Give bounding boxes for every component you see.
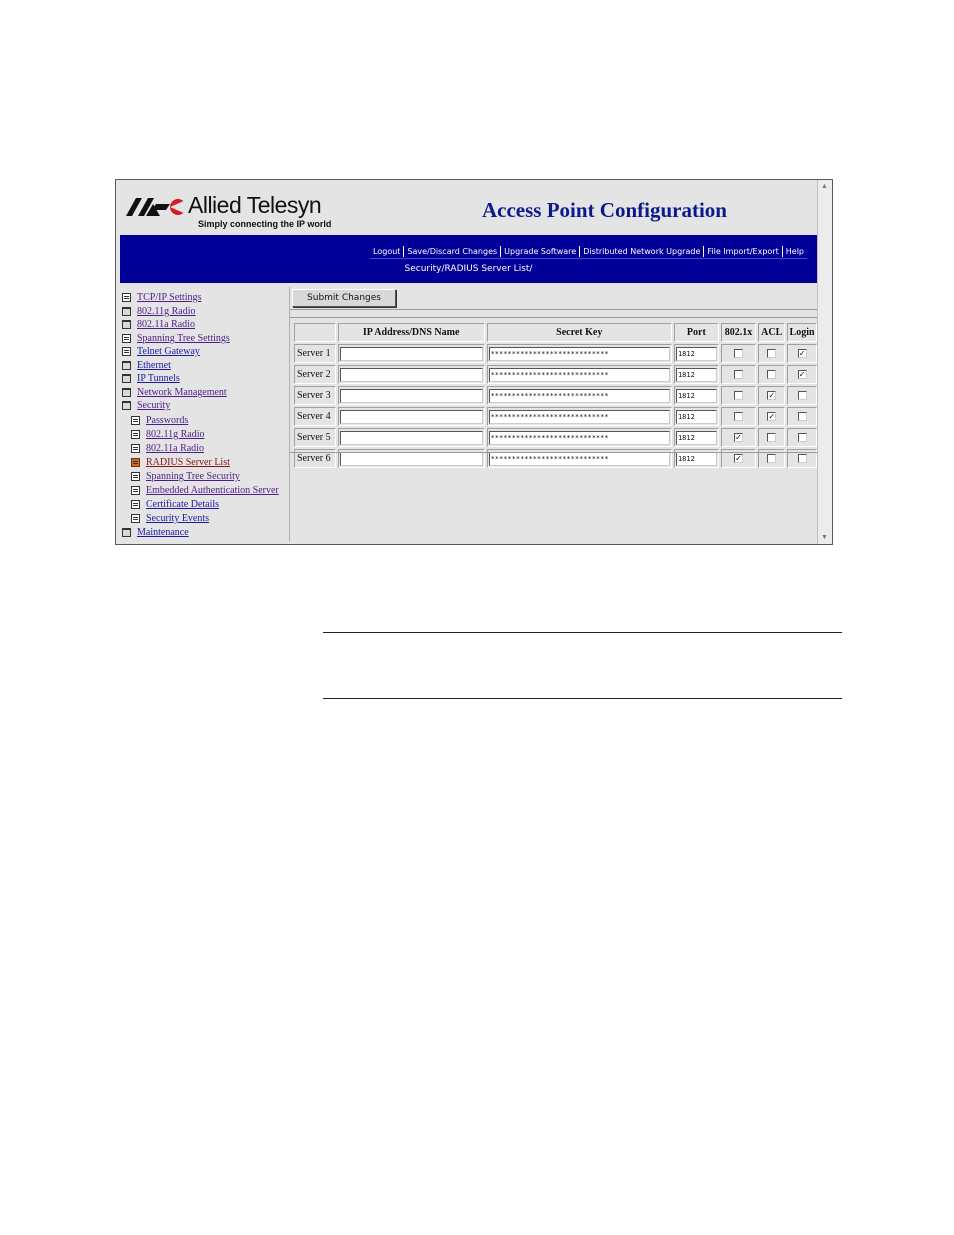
sidebar-item-security-80211a-radio[interactable]: 802.11a Radio [131, 442, 204, 455]
table-row [294, 344, 817, 363]
sidebar-item-maintenance[interactable]: Maintenance [122, 526, 189, 539]
key-cell [487, 344, 672, 363]
folder-icon [122, 388, 131, 397]
key-cell [487, 407, 672, 426]
port-cell [674, 344, 719, 363]
folder-icon [122, 320, 131, 329]
logo-tagline: Simply connecting the IP world [198, 219, 332, 229]
key-cell [487, 365, 672, 384]
column-header-secret-key: Secret Key [487, 323, 672, 342]
document-icon [131, 444, 140, 453]
table-header-row [294, 323, 817, 342]
ip-address-input[interactable] [340, 347, 483, 361]
key-cell [487, 428, 672, 447]
sidebar-item-spanning-tree-settings[interactable]: Spanning Tree Settings [122, 332, 230, 345]
ip-address-input[interactable] [340, 431, 483, 445]
table-row [294, 428, 817, 447]
port-input[interactable]: 1812 [676, 389, 717, 403]
dot1x-cell [721, 428, 757, 447]
ip-address-input[interactable] [340, 410, 483, 424]
acl-checkbox[interactable] [767, 349, 776, 358]
key-cell [487, 386, 672, 405]
column-header-ip: IP Address/DNS Name [338, 323, 485, 342]
login-checkbox[interactable]: ✓ [798, 370, 806, 379]
ip-cell [338, 407, 485, 426]
document-icon [131, 416, 140, 425]
breadcrumb: Security/RADIUS Server List/ [404, 264, 533, 274]
radius-server-table [292, 321, 819, 470]
server-label: Server 1 [294, 344, 336, 363]
port-cell [674, 365, 719, 384]
document-icon [122, 293, 131, 302]
submit-changes-button[interactable]: Submit Changes [292, 289, 396, 307]
sidebar-item-security-80211g-radio[interactable]: 802.11g Radio [131, 428, 205, 441]
screenshot-frame [115, 179, 833, 545]
login-checkbox[interactable] [798, 391, 807, 400]
ip-cell [338, 428, 485, 447]
document-icon [131, 514, 140, 523]
sidebar-item-passwords[interactable]: Passwords [131, 414, 188, 427]
document-icon [131, 500, 140, 509]
dot1x-checkbox[interactable]: ✓ [735, 454, 742, 463]
ip-cell [338, 386, 485, 405]
help-link[interactable]: Help [782, 246, 807, 257]
nav-links [370, 244, 807, 259]
folder-icon [122, 307, 131, 316]
logout-link[interactable]: Logout [373, 246, 401, 256]
secret-key-input[interactable]: **************************** [489, 347, 670, 361]
secret-key-input[interactable]: **************************** [489, 431, 670, 445]
scroll-down-icon[interactable]: ▼ [821, 534, 828, 541]
sidebar-item-tcpip-settings[interactable]: TCP/IP Settings [122, 291, 201, 304]
server-label: Server 4 [294, 407, 336, 426]
sidebar-item-spanning-tree-security[interactable]: Spanning Tree Security [131, 470, 240, 483]
login-checkbox[interactable]: ✓ [798, 349, 806, 358]
table-row [294, 386, 817, 405]
document-icon [131, 430, 140, 439]
column-header-acl: ACL [758, 323, 785, 342]
page-title: Access Point Configuration [482, 198, 727, 222]
logo-brand-text: Allied Telesyn [188, 192, 322, 218]
sidebar-item-80211a-radio[interactable]: 802.11a Radio [122, 318, 195, 331]
nav-bar [120, 235, 817, 283]
acl-checkbox[interactable] [767, 433, 776, 442]
port-input[interactable]: 1812 [676, 368, 717, 382]
sidebar-item-certificate-details[interactable]: Certificate Details [131, 498, 219, 511]
login-checkbox[interactable] [798, 454, 807, 463]
server-label: Server 2 [294, 365, 336, 384]
dot1x-cell [721, 386, 757, 405]
vertical-scrollbar[interactable] [817, 180, 832, 544]
secret-key-input[interactable]: **************************** [489, 368, 670, 382]
ip-cell [338, 344, 485, 363]
sidebar-item-network-management[interactable]: Network Management [122, 386, 227, 399]
server-label: Server 6 [294, 449, 336, 468]
divider [290, 452, 818, 453]
open-folder-icon [122, 401, 131, 410]
sidebar-item-ethernet[interactable]: Ethernet [122, 359, 171, 372]
sidebar-item-80211g-radio[interactable]: 802.11g Radio [122, 305, 196, 318]
server-label: Server 5 [294, 428, 336, 447]
acl-checkbox[interactable] [767, 370, 776, 379]
folder-icon [122, 528, 131, 537]
dot1x-checkbox[interactable]: ✓ [735, 433, 742, 442]
dot1x-cell [721, 407, 757, 426]
sidebar-item-ip-tunnels[interactable]: IP Tunnels [122, 372, 180, 385]
sidebar-item-telnet-gateway[interactable]: Telnet Gateway [122, 345, 200, 358]
ip-address-input[interactable] [340, 368, 483, 382]
login-cell [787, 428, 817, 447]
dot1x-checkbox[interactable] [734, 370, 743, 379]
table-row [294, 407, 817, 426]
port-cell [674, 407, 719, 426]
port-input[interactable]: 1812 [676, 347, 717, 361]
distributed-network-upgrade-link[interactable]: Distributed Network Upgrade [579, 246, 703, 257]
table-row [294, 365, 817, 384]
acl-cell [758, 407, 785, 426]
folder-icon [122, 361, 131, 370]
acl-checkbox[interactable]: ✓ [768, 391, 776, 400]
server-label: Server 3 [294, 386, 336, 405]
login-cell [787, 386, 817, 405]
port-cell [674, 386, 719, 405]
column-header-8021x: 802.1x [721, 323, 757, 342]
port-cell [674, 428, 719, 447]
column-header-blank [294, 323, 336, 342]
secret-key-input[interactable]: **************************** [489, 452, 670, 466]
acl-cell [758, 365, 785, 384]
document-icon [131, 472, 140, 481]
sidebar-item-security[interactable]: Security [122, 399, 170, 412]
document-icon [131, 486, 140, 495]
secret-key-input[interactable]: **************************** [489, 389, 670, 403]
dot1x-checkbox[interactable] [734, 391, 743, 400]
port-input[interactable]: 1812 [676, 410, 717, 424]
acl-cell [758, 386, 785, 405]
dot1x-cell [721, 365, 757, 384]
main-panel [290, 287, 819, 542]
file-import-export-link[interactable]: File Import/Export [703, 246, 781, 257]
dot1x-checkbox[interactable] [734, 412, 743, 421]
login-cell [787, 407, 817, 426]
port-input[interactable]: 1812 [676, 452, 717, 466]
document-icon [122, 334, 131, 343]
horizontal-rule [323, 698, 842, 699]
login-checkbox[interactable] [798, 433, 807, 442]
acl-cell [758, 344, 785, 363]
column-header-port: Port [674, 323, 719, 342]
ip-cell [338, 365, 485, 384]
page-header [118, 182, 818, 234]
dot1x-cell [721, 344, 757, 363]
divider [290, 317, 818, 318]
sidebar-item-embedded-authentication-server[interactable]: Embedded Authentication Server [131, 484, 279, 497]
document-icon [122, 347, 131, 356]
acl-cell [758, 428, 785, 447]
login-cell [787, 365, 817, 384]
save-discard-changes-link[interactable]: Save/Discard Changes [403, 246, 500, 257]
allied-telesyn-logo [126, 194, 336, 234]
ip-address-input[interactable] [340, 452, 483, 466]
column-header-login: Login [787, 323, 817, 342]
secret-key-input[interactable]: **************************** [489, 410, 670, 424]
dot1x-checkbox[interactable] [734, 349, 743, 358]
acl-checkbox[interactable] [767, 454, 776, 463]
acl-checkbox[interactable]: ✓ [768, 412, 776, 421]
folder-icon [122, 374, 131, 383]
logo-mark-icon [126, 196, 186, 218]
horizontal-rule [323, 632, 842, 633]
sidebar-tree [118, 287, 290, 542]
sidebar-item-radius-server-list[interactable]: RADIUS Server List [131, 456, 230, 469]
login-cell [787, 344, 817, 363]
ip-address-input[interactable] [340, 389, 483, 403]
sidebar-item-security-events[interactable]: Security Events [131, 512, 209, 525]
port-input[interactable]: 1812 [676, 431, 717, 445]
divider [290, 309, 818, 310]
active-document-icon [131, 458, 140, 467]
login-checkbox[interactable] [798, 412, 807, 421]
upgrade-software-link[interactable]: Upgrade Software [500, 246, 579, 257]
scroll-up-icon[interactable]: ▲ [821, 183, 828, 190]
